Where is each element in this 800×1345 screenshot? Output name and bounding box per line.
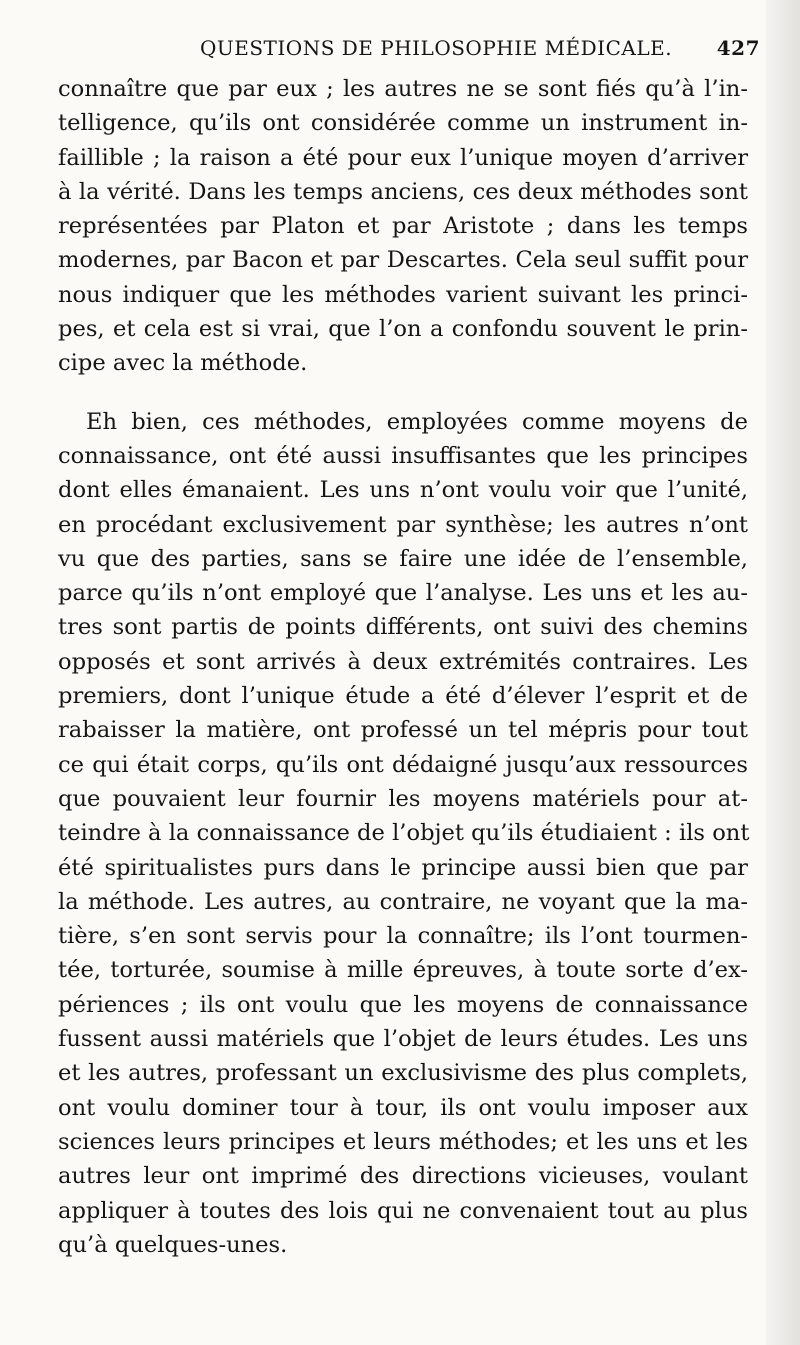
paragraph-2 <box>58 405 748 1262</box>
text-line: telligence, qu’ils ont considérée comme un instrument in- <box>58 110 748 137</box>
text-line: opposés et sont arrivés à deux extrémités contraires. Les <box>58 648 748 675</box>
text-line: à la vérité. Dans les temps anciens, ces deux méthodes sont <box>58 178 748 205</box>
text-line: cipe avec la méthode. <box>58 350 308 377</box>
text-line: nous indiquer que les méthodes varient suivant les princi- <box>58 281 748 308</box>
text-line: parce qu’ils n’ont employé que l’analyse. Les uns et les au- <box>58 580 748 607</box>
text-line: tres sont partis de points différents, ont suivi des chemins <box>58 614 748 641</box>
text-line: appliquer à toutes des lois qui ne convenaient tout au plus <box>58 1197 748 1224</box>
text-line: autres leur ont imprimé des directions vicieuses, voulant <box>58 1163 748 1190</box>
text-line: rabaisser la matière, ont professé un tel mépris pour tout <box>58 717 748 744</box>
page-number: 427 <box>716 36 760 60</box>
text-line: pes, et cela est si vrai, que l’on a confondu souvent le prin- <box>58 316 748 343</box>
text-line: vu que des parties, sans se faire une idée de l’ensemble, <box>58 545 748 572</box>
text-line: connaissance, ont été aussi insuffisantes que les principes <box>58 442 748 469</box>
text-line: tée, torturée, soumise à mille épreuves, à toute sorte d’ex- <box>58 957 748 984</box>
text-line: sciences leurs principes et leurs méthodes; et les uns et les <box>58 1128 748 1155</box>
text-line: en procédant exclusivement par synthèse; les autres n’ont <box>58 511 748 538</box>
text-line: Eh bien, ces méthodes, employées comme moyens de <box>86 408 748 435</box>
text-line: dont elles émanaient. Les uns n’ont voulu voir que l’unité, <box>58 477 748 504</box>
text-line: connaître que par eux ; les autres ne se sont fiés qu’à l’in- <box>58 76 748 102</box>
text-line: que pouvaient leur fournir les moyens matériels pour at- <box>58 785 748 812</box>
paragraph-1 <box>58 72 748 381</box>
page-header <box>150 36 760 66</box>
text-line: ce qui était corps, qu’ils ont dédaigné jusqu’aux ressources <box>58 751 748 778</box>
text-line: teindre à la connaissance de l’objet qu’ils étudiaient : ils ont <box>58 820 750 847</box>
text-line: tière, s’en sont servis pour la connaître; ils l’ont tourmen- <box>58 923 748 950</box>
text-line: faillible ; la raison a été pour eux l’unique moyen d’arriver <box>58 144 748 171</box>
text-line: et les autres, professant un exclusivisme des plus complets, <box>58 1060 748 1087</box>
text-line: périences ; ils ont voulu que les moyens de connaissance <box>58 991 748 1018</box>
body-text <box>58 72 748 1262</box>
running-title: QUESTIONS DE PHILOSOPHIE MÉDICALE. <box>200 36 673 60</box>
text-line: premiers, dont l’unique étude a été d’élever l’esprit et de <box>58 683 748 710</box>
text-line: été spiritualistes purs dans le principe aussi bien que par <box>58 854 748 881</box>
text-line: ont voulu dominer tour à tour, ils ont voulu imposer aux <box>58 1094 748 1121</box>
text-line: qu’à quelques-unes. <box>58 1231 288 1258</box>
text-line: modernes, par Bacon et par Descartes. Cela seul suffit pour <box>58 247 748 274</box>
text-line: fussent aussi matériels que l’objet de leurs études. Les uns <box>58 1026 748 1053</box>
text-line: représentées par Platon et par Aristote ; dans les temps <box>58 213 748 240</box>
text-line: la méthode. Les autres, au contraire, ne voyant que la ma- <box>58 888 748 915</box>
paragraph-spacer <box>58 381 748 405</box>
page-edge-shadow <box>766 0 800 1345</box>
